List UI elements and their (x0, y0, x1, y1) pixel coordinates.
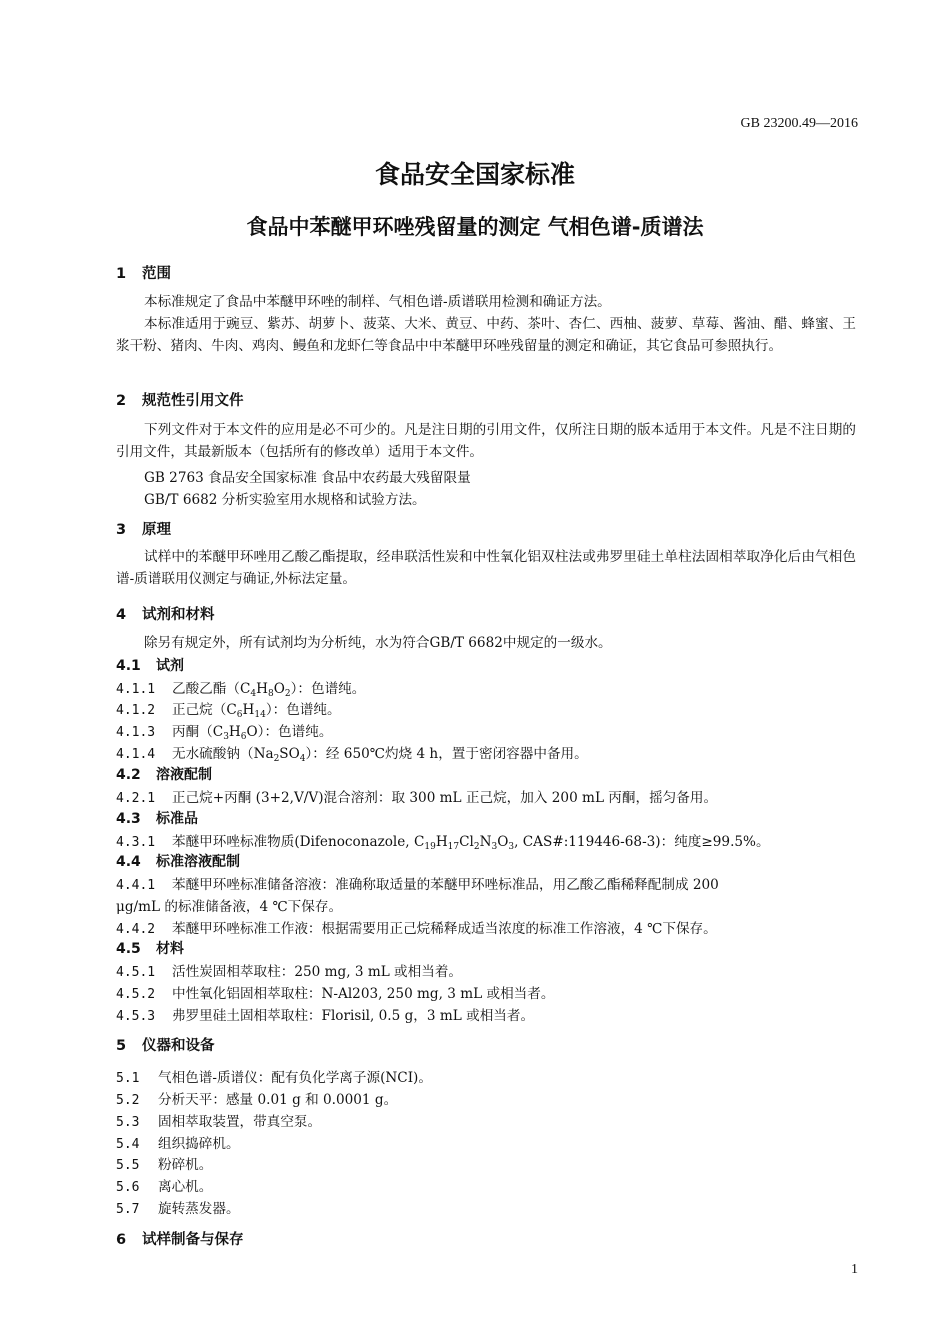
list-item: 4.1.3 丙酮$(C_3H_6O)$：色谱纯。 (116, 724, 333, 742)
document-subtitle: 食品中苯醚甲环唑残留量的测定 气相色谱-质谱法 (246, 215, 704, 239)
reagents-paragraph: 除另有规定外，所有试剂均为分析纯，水为符合GB/T 6682中规定的一级水。 (144, 635, 612, 651)
list-item-continuation: μg/mL 的标准储备液，4 ℃下保存。 (116, 899, 343, 915)
section-heading-5: 5 仪器和设备 (116, 1038, 215, 1054)
list-item: 4.5.3 弗罗里硅土固相萃取柱：Florisil, 0.5 g，3 mL 或相当者。 (116, 1008, 535, 1024)
list-item: 4.1.2 正己烷$(C_6H_{14})$：色谱纯。 (116, 702, 341, 720)
standard-code: GB 23200.49—2016 (740, 116, 858, 131)
list-item: 4.4.1 苯醚甲环唑标准储备溶液：准确称取适量的苯醚甲环唑标准品，用乙酸乙酯稀释配制成 200 (116, 877, 719, 893)
list-item: 5.2 分析天平：感量 0.01 g 和 0.0001 g。 (116, 1092, 398, 1108)
section-heading-6: 6 试样制备与保存 (116, 1232, 244, 1248)
list-item: 4.5.1 活性炭固相萃取柱：250 mg, 3 mL 或相当着。 (116, 964, 463, 980)
list-item: 5.1 气相色谱-质谱仪：配有负化学离子源(NCI)。 (116, 1070, 432, 1086)
list-item: 5.4 组织捣碎机。 (116, 1136, 240, 1152)
scope-paragraph-2: 本标准适用于豌豆、紫苏、胡萝卜、菠菜、大米、黄豆、中药、茶叶、杏仁、西柚、菠萝、草莓、酱油、醋、蜂蜜、王浆干粉、猪肉、牛肉、鸡肉、鳗鱼和龙虾仁等食品中中苯醚甲环唑残留量的测定和确证，其它食品可参照执行。 (116, 316, 856, 354)
subsection-heading: 4.4 标准溶液配制 (116, 854, 240, 870)
reference-item: GB 2763 食品安全国家标准 食品中农药最大残留限量 (144, 470, 471, 486)
section-heading-4: 4 试剂和材料 (116, 607, 215, 623)
section-heading-1: 1 范围 (116, 266, 171, 282)
subsection-heading: 4.2 溶液配制 (116, 767, 212, 783)
list-item: 5.7 旋转蒸发器。 (116, 1201, 240, 1217)
page-number: 1 (851, 1262, 858, 1277)
references-paragraph: 下列文件对于本文件的应用是必不可少的。凡是注日期的引用文件，仅所注日期的版本适用于本文件。凡是不注日期的引用文件，其最新版本（包括所有的修改单）适用于本文件。 (116, 422, 856, 460)
subsection-heading: 4.5 材料 (116, 941, 184, 957)
section-heading-3: 3 原理 (116, 522, 171, 538)
list-item: 4.1.4 无水硫酸钠$(Na_2SO_4)$：经 650℃灼烧 4 h，置于密闭容器中备用。 (116, 746, 588, 764)
page-title: 食品安全国家标准 (374, 160, 575, 189)
list-item: 5.3 固相萃取装置，带真空泵。 (116, 1114, 322, 1130)
reference-item: GB/T 6682 分析实验室用水规格和试验方法。 (144, 492, 426, 508)
list-item: 4.4.2 苯醚甲环唑标准工作液：根据需要用正己烷稀释成适当浓度的标准工作溶液，4 ℃下保存。 (116, 921, 717, 937)
section-heading-2: 2 规范性引用文件 (116, 393, 244, 409)
principle-paragraph: 试样中的苯醚甲环唑用乙酸乙酯提取，经串联活性炭和中性氧化铝双柱法或弗罗里硅土单柱法固相萃取净化后由气相色谱-质谱联用仪测定与确证,外标法定量。 (116, 549, 856, 587)
list-item: 4.5.2 中性氧化铝固相萃取柱：N-Al203, 250 mg, 3 mL 或相当者。 (116, 986, 555, 1002)
subsection-heading: 4.3 标准品 (116, 811, 198, 827)
list-item: 4.1.1 乙酸乙酯$(C_4H_8O_2)$：色谱纯。 (116, 681, 366, 699)
list-item: 5.5 粉碎机。 (116, 1157, 213, 1173)
list-item: 4.2.1 正己烷+丙酮 (3+2,V/V)混合溶剂：取 300 mL 正己烷，加入 200 mL 丙酮，摇匀备用。 (116, 790, 718, 806)
scope-paragraph-1: 本标准规定了食品中苯醚甲环唑的制样、气相色谱-质谱联用检测和确证方法。 (144, 294, 611, 310)
list-item: 5.6 离心机。 (116, 1179, 213, 1195)
list-item: 4.3.1 苯醚甲环唑标准物质(Difenoconazole, $C_{19}H_{17}Cl_2N_3O_3$, CAS#:119446-68-3)：纯度≥99.5%。 (116, 834, 770, 852)
subsection-heading: 4.1 试剂 (116, 658, 184, 674)
